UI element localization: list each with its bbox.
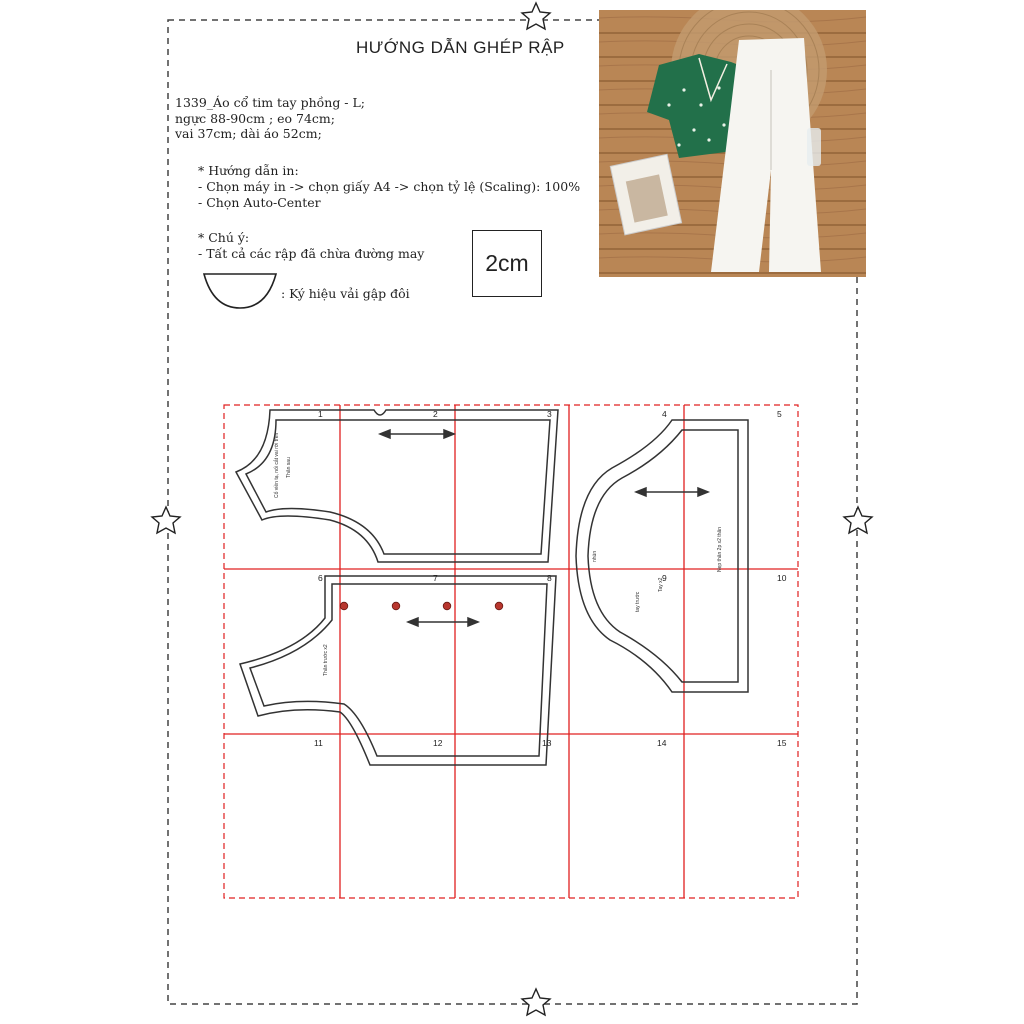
straight-grain-arrow-icon	[408, 618, 478, 626]
page-number: 11	[314, 738, 323, 748]
button-mark	[495, 602, 503, 610]
piece-label: tay trước	[635, 591, 641, 612]
piece-label: Cổ viền tạ, nối cắt vai rời trên	[274, 432, 280, 498]
page-number: 7	[433, 573, 438, 583]
pattern-info-line: vai 37cm; dài áo 52cm;	[175, 126, 322, 141]
page-number: 2	[433, 409, 438, 419]
pattern-info-line: 1339_Áo cổ tim tay phồng - L;	[175, 95, 366, 110]
page-number: 5	[777, 409, 782, 419]
back-bodice-piece	[236, 410, 558, 562]
tile-boundary	[224, 405, 798, 898]
note-text: - Tất cả các rập đã chừa đường may	[198, 246, 425, 261]
page-number: 9	[662, 573, 667, 583]
note-heading: * Chú ý:	[198, 230, 250, 245]
straight-grain-arrow-icon	[380, 430, 454, 438]
piece-label: Tay x2	[658, 577, 664, 592]
print-guide-step: - Chọn máy in -> chọn giấy A4 -> chọn tỷ lệ (Scaling): 100%	[198, 179, 581, 194]
page-number: 1	[318, 409, 323, 419]
page-number: 4	[662, 409, 667, 419]
page-number: 15	[777, 738, 787, 748]
page-title: HƯỚNG DẪN GHÉP RẬP	[356, 38, 565, 57]
print-guide-step: - Chọn Auto-Center	[198, 195, 321, 210]
button-mark	[443, 602, 451, 610]
piece-label: Thân sau	[286, 457, 292, 478]
page-number: 13	[542, 738, 552, 748]
pattern-info-line: ngực 88-90cm ; eo 74cm;	[175, 110, 335, 126]
piece-label: Nẹp thân 2p x2 thân	[717, 526, 723, 572]
page-number: 12	[433, 738, 443, 748]
piece-label: nhún	[592, 550, 598, 562]
page-number: 10	[777, 573, 787, 583]
page-number: 6	[318, 573, 323, 583]
page-number: 14	[657, 738, 667, 748]
scale-box-label: 2cm	[485, 250, 529, 276]
fold-symbol-label: : Ký hiệu vải gập đôi	[281, 286, 410, 301]
page-number: 3	[547, 409, 552, 419]
straight-grain-arrow-icon	[636, 488, 708, 496]
page-number: 8	[547, 573, 552, 583]
button-mark	[392, 602, 400, 610]
print-guide-heading: * Hướng dẫn in:	[198, 163, 299, 178]
piece-label: Thân trước x2	[323, 644, 329, 676]
button-mark	[340, 602, 348, 610]
